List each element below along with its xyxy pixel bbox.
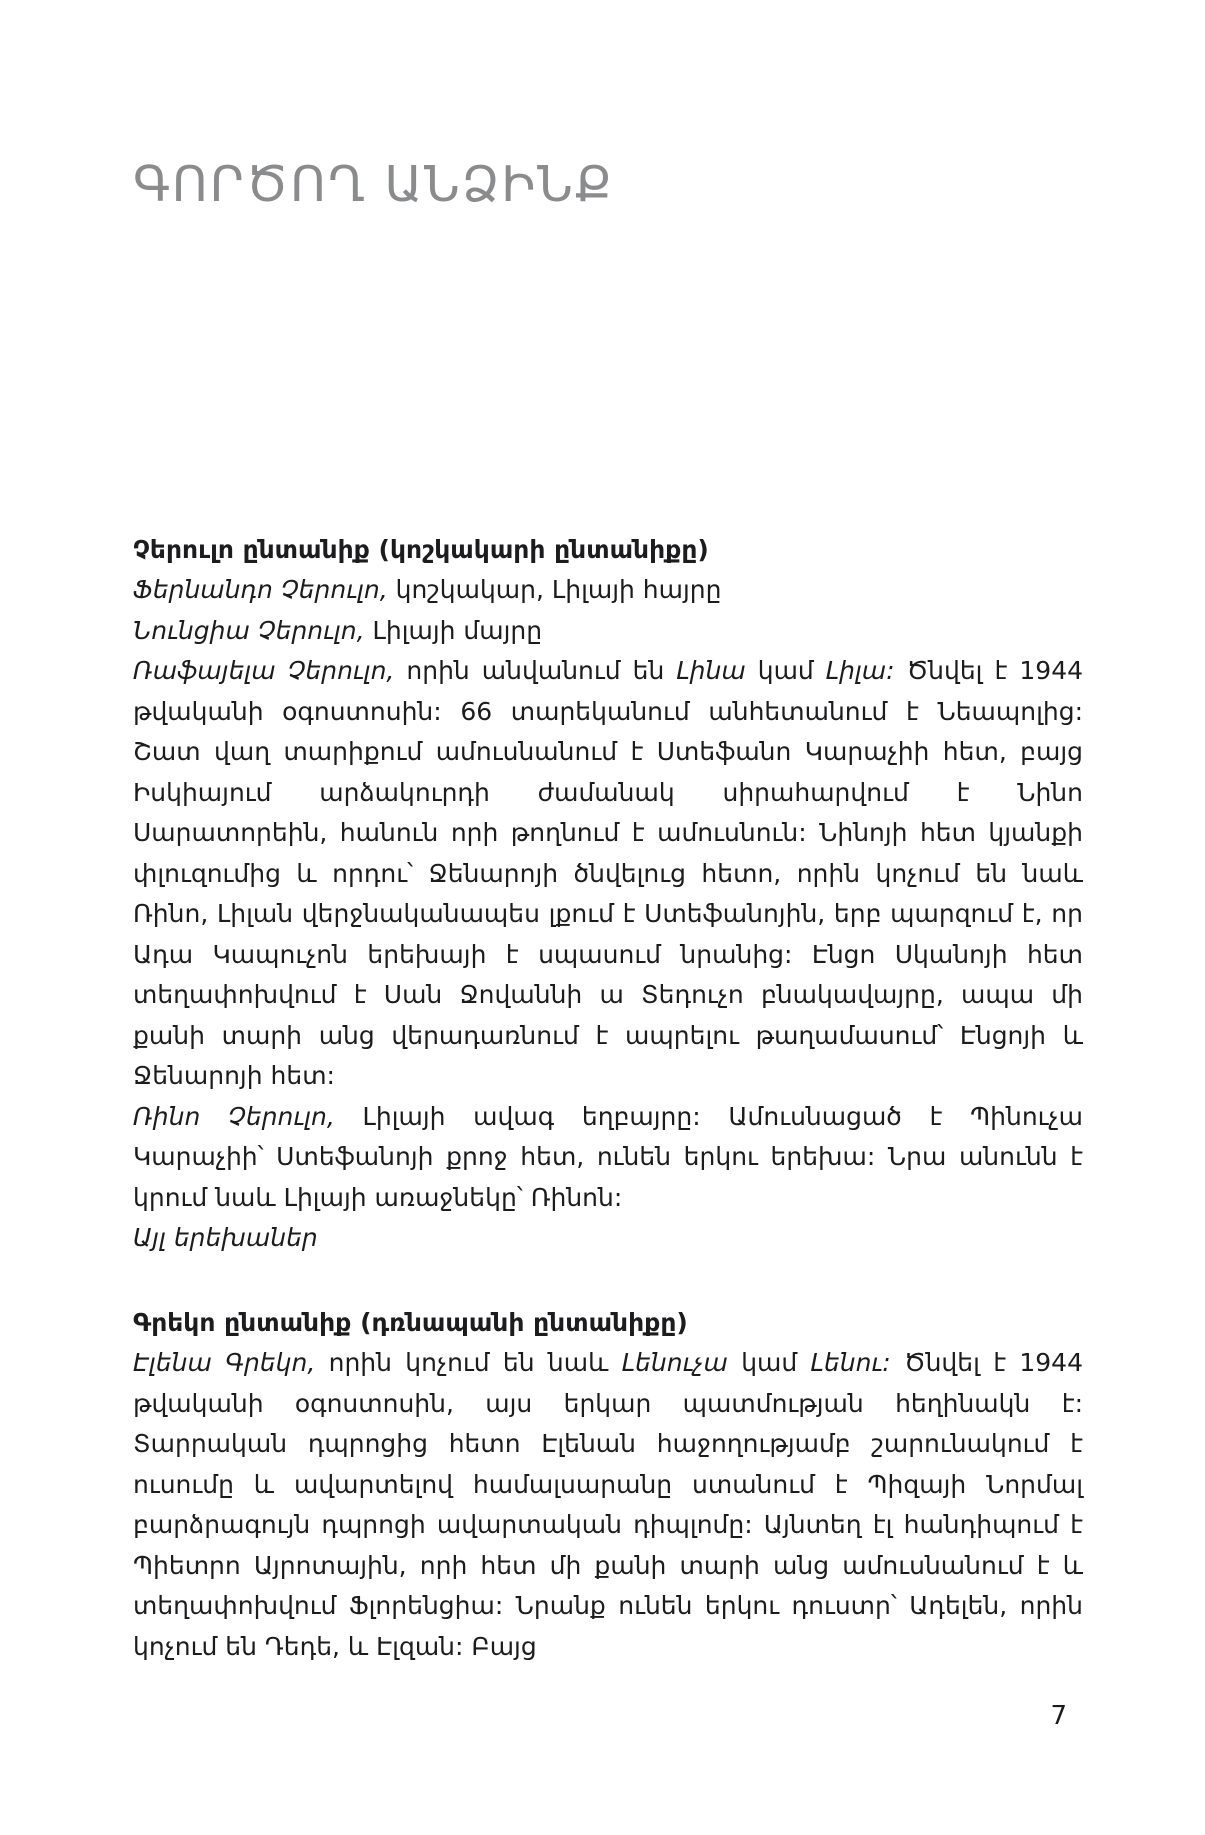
paragraph xyxy=(133,1097,1083,1219)
character-name-italic: Լիլա: xyxy=(825,656,895,686)
paragraph xyxy=(133,1343,1083,1667)
paragraph-text: կոշկակար, Լիլայի հայրը xyxy=(387,575,722,605)
character-name-italic: Ռինո Չերուլո, xyxy=(133,1101,335,1131)
character-name-italic: Ֆերնանդո Չերուլո, xyxy=(133,575,388,605)
character-section xyxy=(133,530,1083,1259)
paragraph-text: որին կոչում են նաև xyxy=(315,1348,622,1378)
paragraph-text: կամ xyxy=(745,656,826,686)
paragraph-text: կամ xyxy=(727,1348,811,1378)
page-content xyxy=(133,0,1083,1667)
paragraph-text: Լիլայի ավագ եղբայրը: Ամուսնացած է Պինուչա Կարաչիի՝ Ստեֆանոյի քրոջ հետ, ունեն երկու երեխա: Նրա անունն է կրում նաև Լիլայի առաջնեկը՝ Ռինոն: xyxy=(133,1101,1083,1212)
paragraph xyxy=(133,651,1083,1097)
character-name-italic: Լենուչա xyxy=(621,1348,728,1378)
paragraph xyxy=(133,611,1083,652)
character-name-italic: Նունցիա Չերուլո, xyxy=(133,615,365,645)
section-heading: Չերուլո ընտանիք (կոշկակարի ընտանիքը) xyxy=(133,534,709,564)
character-name-italic: Ռաֆայելա Չերուլո, xyxy=(133,656,395,686)
section-heading: Գրեկո ընտանիք (դռնապանի ընտանիքը) xyxy=(133,1307,688,1337)
paragraph-text: որին անվանում են xyxy=(394,656,677,686)
character-name-italic: Այլ երեխաներ xyxy=(133,1223,318,1253)
character-name-italic: Էլենա Գրեկո, xyxy=(133,1348,316,1378)
paragraph xyxy=(133,1218,1083,1259)
paragraph xyxy=(133,570,1083,611)
page-number: 7 xyxy=(1050,1701,1067,1731)
character-name-italic: Լինա xyxy=(676,656,746,686)
paragraph-text: Ծնվել է 1944 թվականի օգոստոսին, այս երկար պատմության հեղինակն է: Տարրական դպրոցից հետո Էլենան հաջողությամբ շարունակում է ուսումը և ավարտելով համալսարանը ստանում է Պիզայի Նորմալ բարձրագույն դպրոցի ավարտական դիպլոմը: Այնտեղ էլ հանդիպում է Պիետրո Այրոտային, որի հետ մի քանի տարի անց ամուսնանում է և տեղափոխվում Ֆլորենցիա: Նրանք ունեն երկու դուստր՝ Ադելեն, որին կոչում են Դեդե, և Էլզան: Բայց xyxy=(133,1348,1083,1661)
page-body xyxy=(133,530,1083,1668)
page-title: ԳՈՐԾՈՂ ԱՆՁԻՆՔ xyxy=(133,156,614,213)
paragraph-text: Ծնվել է 1944 թվականի օգոստոսին: 66 տարեկանում անհետանում է Նեապոլից: Շատ վաղ տարիքում ամուսնանում է Ստեֆանո Կարաչիի հետ, բայց Իսկիայում արձակուրդի ժամանակ սիրահարվում է Նինո Սարատորեին, հանուն որի թողնում է ամուսնուն: Նինոյի հետ կյանքի փլուզումից և որդու՝ Ջենարոյի ծնվելուց հետո, որին կոչում են նաև Ռինո, Լիլան վերջնականապես լքում է Ստեֆանոյին, երբ պարզում է, որ Ադա Կապուչոն երեխայի է սպասում նրանից: Էնցո Սկանոյի հետ տեղափոխվում է Սան Ջովաննի ա Տեդուչո բնակավայրը, ապա մի քանի տարի անց վերադառնում է ապրելու թաղամասում՝ Էնցոյի և Ջենարոյի հետ: xyxy=(133,656,1084,1091)
character-name-italic: Լենու: xyxy=(810,1348,891,1378)
paragraph-text: Լիլայի մայրը xyxy=(364,615,543,645)
character-section xyxy=(133,1303,1083,1668)
